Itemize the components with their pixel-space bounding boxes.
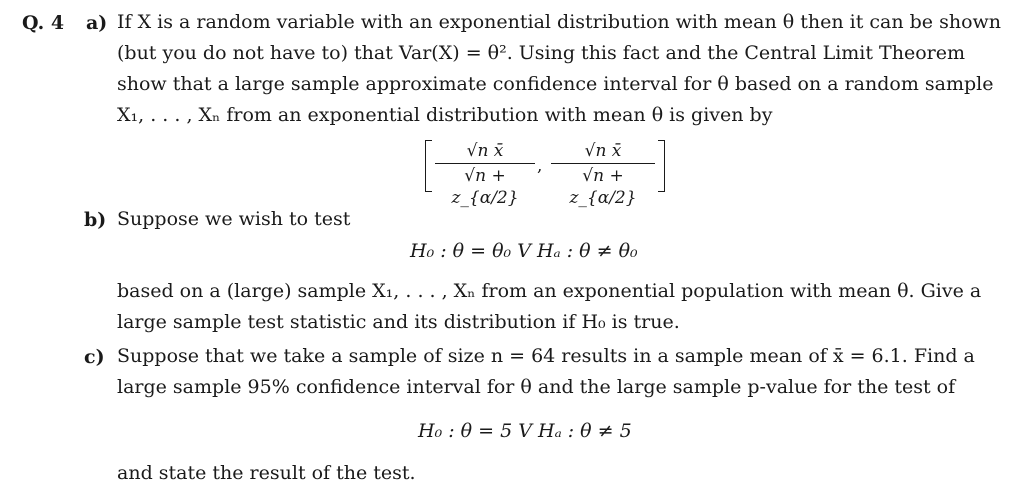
ci-upper-numerator: √n x̄ xyxy=(584,141,622,161)
part-b-text xyxy=(117,276,981,338)
ci-lower-denominator: √n + z_{α/2} xyxy=(451,166,519,208)
part-b-intro-text: Suppose we wish to test xyxy=(117,208,351,230)
part-a-line-1: If X is a random variable with an exponential distribution with mean θ then it can be shown xyxy=(117,11,1002,33)
part-b-hypothesis: H₀ : θ = θ₀ V Hₐ : θ ≠ θ₀ xyxy=(410,240,638,262)
ci-lower-numerator: √n x̄ xyxy=(466,141,504,161)
part-c-hypothesis: H₀ : θ = 5 V Hₐ : θ ≠ 5 xyxy=(418,420,632,442)
part-c-closing xyxy=(117,458,416,489)
confidence-interval-formula xyxy=(425,140,665,208)
fraction-bar xyxy=(435,163,535,164)
right-bracket xyxy=(658,140,665,192)
part-a-line-4: X₁, . . . , Xₙ from an exponential distribution with mean θ is given by xyxy=(117,104,773,126)
part-a-line-3: show that a large sample approximate confidence interval for θ based on a random sample xyxy=(117,73,994,95)
part-c-closing-text: and state the result of the test. xyxy=(117,462,416,484)
part-a-label: a) xyxy=(86,12,108,34)
ci-upper-fraction xyxy=(551,140,655,208)
part-b-line-2: large sample test statistic and its distribution if H₀ is true. xyxy=(117,311,680,333)
left-bracket xyxy=(425,140,432,192)
part-a-line-2: (but you do not have to) that Var(X) = θ². Using this fact and the Central Limit Theorem xyxy=(117,42,965,64)
part-b-label: b) xyxy=(84,209,107,231)
part-c-line-1: Suppose that we take a sample of size n = 64 results in a sample mean of x̄ = 6.1. Find a xyxy=(117,345,975,367)
ci-comma: , xyxy=(537,156,543,176)
ci-lower-fraction xyxy=(435,140,535,208)
ci-upper-denominator: √n + z_{α/2} xyxy=(569,166,637,208)
fraction-bar xyxy=(551,163,655,164)
part-b-intro xyxy=(117,204,350,235)
part-a-text xyxy=(117,7,1001,131)
question-number: Q. 4 xyxy=(22,12,65,34)
part-c-text xyxy=(117,341,975,403)
part-b-line-1: based on a (large) sample X₁, . . . , Xₙ from an exponential population with mean θ. Give a xyxy=(117,280,982,302)
part-c-label: c) xyxy=(84,346,105,368)
part-c-line-2: large sample 95% confidence interval for θ and the large sample p-value for the test of xyxy=(117,376,956,398)
